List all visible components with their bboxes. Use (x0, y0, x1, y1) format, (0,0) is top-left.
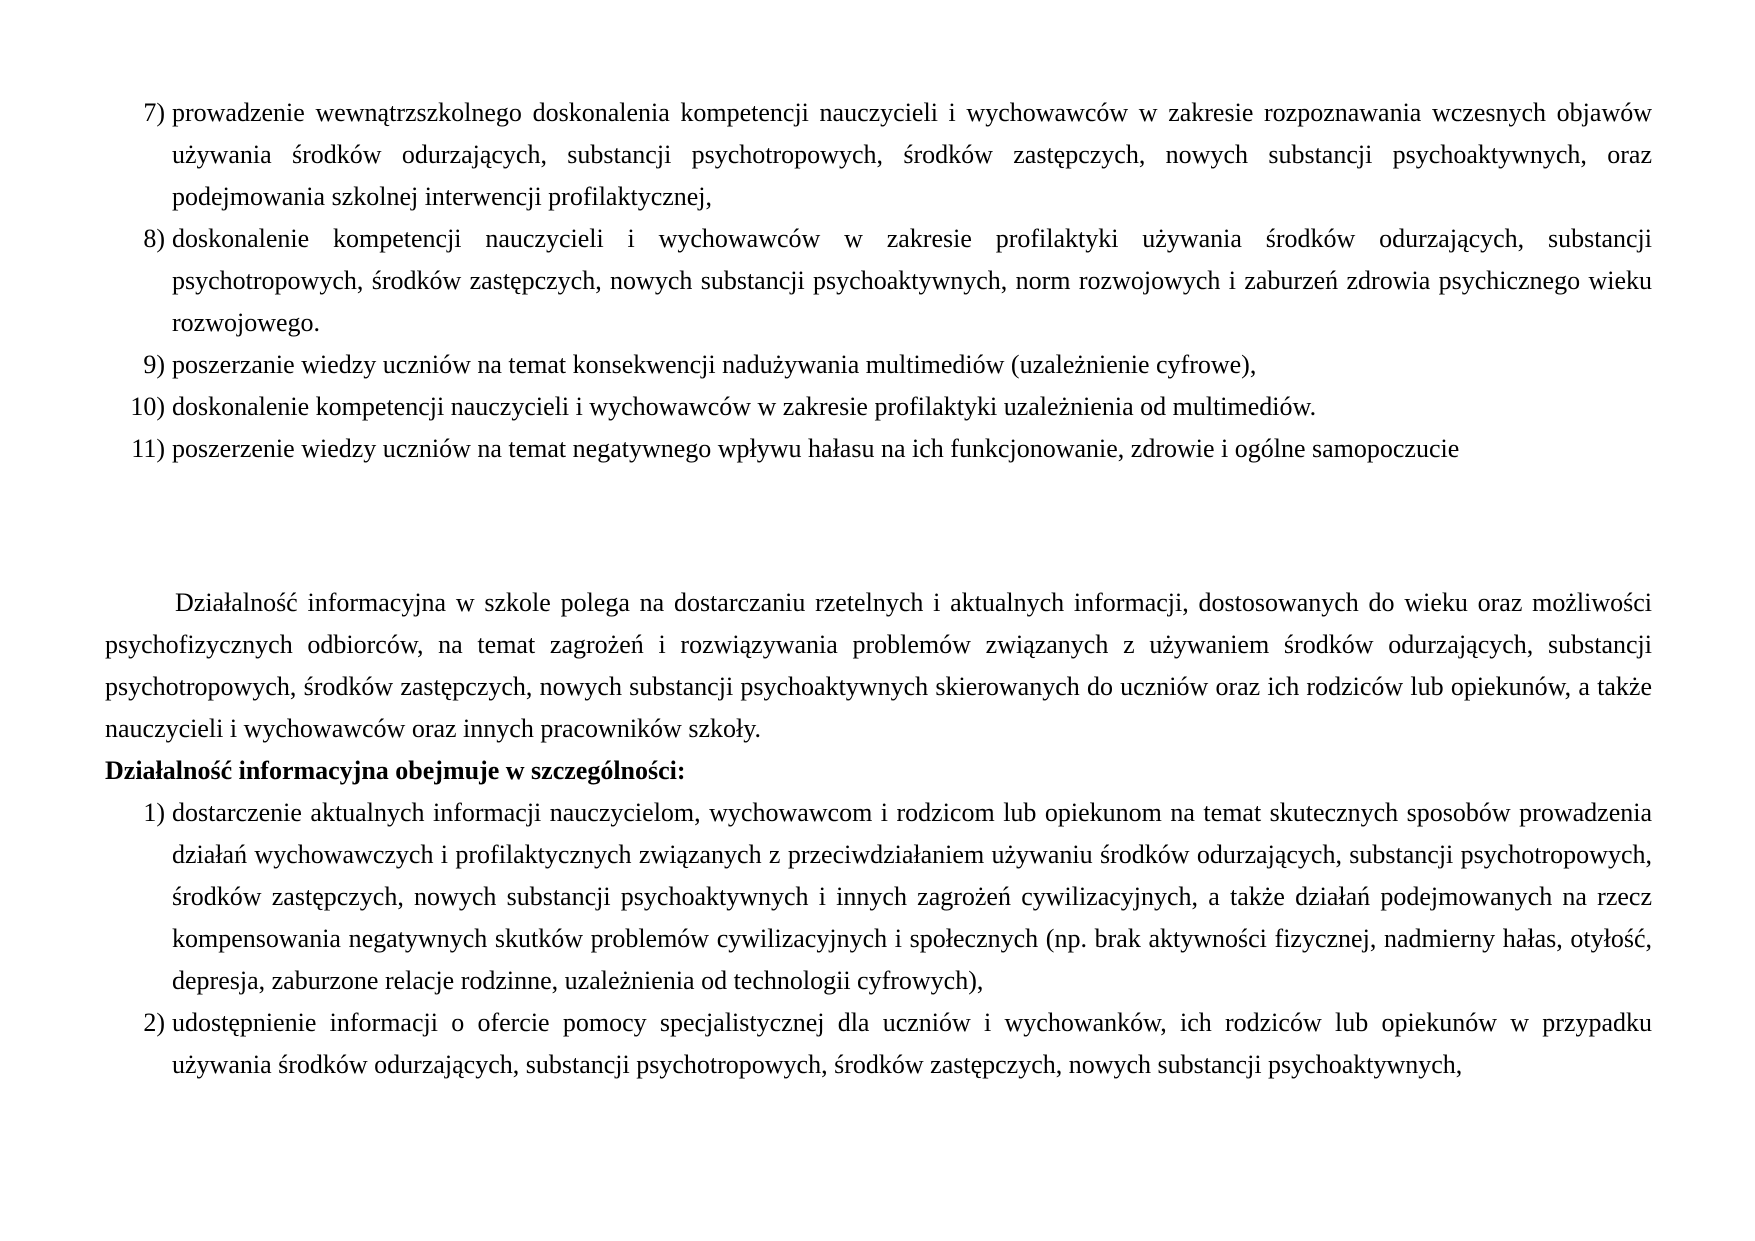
section-heading: Działalność informacyjna obejmuje w szczególności: (105, 756, 686, 785)
list-item-number: 9) (143, 350, 165, 379)
list-item-text: doskonalenie kompetencji nauczycieli i wychowawców w zakresie profilaktyki używania środków odurzających, substancji psychotropowych, środków zastępczych, nowych substancji psychoaktywnych, norm rozwojowych i zaburzeń zdrowia psychicznego wieku rozwojowego. (172, 224, 1652, 337)
list-item-text: poszerzanie wiedzy uczniów na temat konsekwencji nadużywania multimediów (uzależnienie cyfrowe), (172, 350, 1257, 379)
list-item-text: dostarczenie aktualnych informacji nauczycielom, wychowawcom i rodzicom lub opiekunom na temat skutecznych sposobów prowadzenia działań wychowawczych i profilaktycznych związanych z przeciwdziałaniem używaniu środków odurzających, substancji psychotropowych, środków zastępczych, nowych substancji psychoaktywnych i innych zagrożeń cywilizacyjnych, a także działań podejmowanych na rzecz kompensowania negatywnych skutków problemów cywilizacyjnych i społecznych (np. brak aktywności fizycznej, nadmierny hałas, otyłość, depresja, zaburzone relacje rodzinne, uzależnienia od technologii cyfrowych), (172, 798, 1652, 995)
numbered-list-1-2 (105, 792, 1652, 1086)
list-item-text: prowadzenie wewnątrzszkolnego doskonalenia kompetencji nauczycieli i wychowawców w zakresie rozpoznawania wczesnych objawów używania środków odurzających, substancji psychotropowych, środków zastępczych, nowych substancji psychoaktywnych, oraz podejmowania szkolnej interwencji profilaktycznej, (172, 98, 1652, 211)
list-item (105, 386, 1652, 428)
list-item (105, 218, 1652, 344)
numbered-list-7-11 (105, 92, 1652, 470)
list-item (105, 428, 1652, 470)
list-item-number: 10) (130, 392, 165, 421)
list-item (105, 792, 1652, 1002)
list-item-text: poszerzenie wiedzy uczniów na temat negatywnego wpływu hałasu na ich funkcjonowanie, zdrowie i ogólne samopoczucie (172, 434, 1460, 463)
list-item-text: udostępnienie informacji o ofercie pomocy specjalistycznej dla uczniów i wychowanków, ich rodziców lub opiekunów w przypadku używania środków odurzających, substancji psychotropowych, środków zastępczych, nowych substancji psychoaktywnych, (172, 1008, 1652, 1079)
list-item (105, 92, 1652, 218)
list-item-number: 2) (143, 1008, 165, 1037)
list-item (105, 344, 1652, 386)
list-item-number: 8) (143, 224, 165, 253)
list-item (105, 1002, 1652, 1086)
list-item-number: 11) (131, 434, 165, 463)
intro-paragraph: Działalność informacyjna w szkole polega na dostarczaniu rzetelnych i aktualnych informacji, dostosowanych do wieku oraz możliwości psychofizycznych odbiorców, na temat zagrożeń i rozwiązywania problemów związanych z używaniem środków odurzających, substancji psychotropowych, środków zastępczych, nowych substancji psychoaktywnych skierowanych do uczniów oraz ich rodziców lub opiekunów, a także nauczycieli i wychowawców oraz innych pracowników szkoły. (105, 588, 1652, 743)
list-item-number: 1) (143, 798, 165, 827)
list-item-text: doskonalenie kompetencji nauczycieli i wychowawców w zakresie profilaktyki uzależnienia od multimediów. (172, 392, 1317, 421)
list-item-number: 7) (143, 98, 165, 127)
